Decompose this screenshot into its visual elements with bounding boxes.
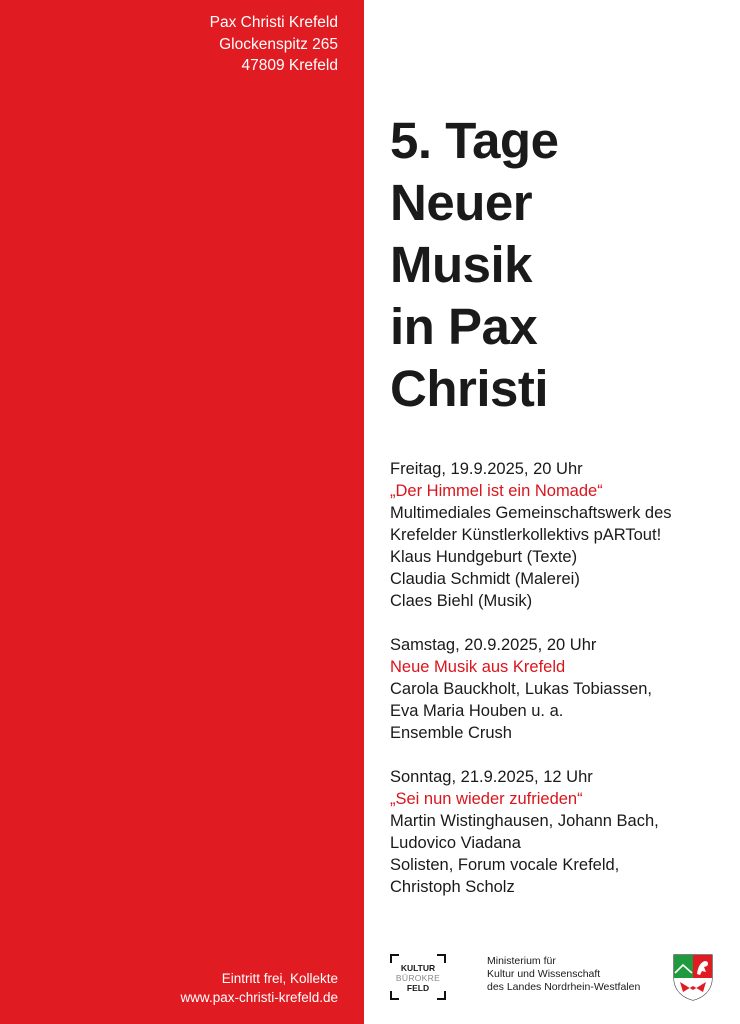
event-detail: Solisten, Forum vocale Krefeld, — [390, 856, 620, 874]
event-detail: Multimediales Gemeinschaftswerk des — [390, 504, 672, 522]
logo-corner-mark — [437, 954, 446, 963]
event-work-title: Neue Musik aus Krefeld — [390, 658, 566, 676]
event-detail: Ensemble Crush — [390, 724, 512, 742]
event-work-title: „Der Himmel ist ein Nomade“ — [390, 482, 603, 500]
event-date: Sonntag, 21.9.2025, 12 Uhr — [390, 768, 593, 786]
title-line: Musik — [390, 236, 533, 293]
title-line: 5. Tage — [390, 112, 559, 169]
kultur-logo-text — [390, 963, 446, 993]
ministry-line: Ministerium für — [487, 955, 556, 967]
address-street: Glockenspitz 265 — [219, 35, 338, 53]
event-detail: Christoph Scholz — [390, 878, 515, 896]
sender-address — [210, 12, 338, 77]
kulturbuero-krefeld-logo — [390, 954, 446, 1000]
red-side-panel — [0, 0, 364, 1024]
event-detail: Ludovico Viadana — [390, 834, 521, 852]
title-line: Neuer — [390, 174, 533, 231]
logo-corner-mark — [390, 954, 399, 963]
event-detail: Claudia Schmidt (Malerei) — [390, 570, 580, 588]
page-title — [390, 110, 558, 420]
event-saturday — [390, 634, 672, 744]
event-detail: Claes Biehl (Musik) — [390, 592, 533, 610]
ministry-line: Kultur und Wissenschaft — [487, 968, 601, 980]
event-detail: Carola Bauckholt, Lukas Tobiassen, — [390, 680, 653, 698]
event-detail: Klaus Hundgeburt (Texte) — [390, 548, 578, 566]
event-friday — [390, 458, 672, 612]
event-list — [390, 458, 672, 920]
kultur-logo-line: BÜROKRE — [395, 973, 441, 983]
address-name: Pax Christi Krefeld — [209, 14, 338, 31]
event-date: Samstag, 20.9.2025, 20 Uhr — [390, 636, 597, 654]
footer-info — [180, 969, 338, 1007]
event-detail: Krefelder Künstlerkollektivs pARTout! — [390, 526, 662, 544]
event-detail: Martin Wistinghausen, Johann Bach, — [390, 812, 659, 830]
nrw-crest-icon — [671, 952, 715, 1002]
ministry-line: des Landes Nordrhein-Westfalen — [487, 981, 641, 993]
title-line: Christi — [390, 360, 549, 417]
admission-text: Eintritt frei, Kollekte — [221, 971, 338, 986]
address-city: 47809 Krefeld — [241, 57, 338, 74]
kultur-logo-line: FELD — [406, 983, 430, 993]
website-link[interactable]: www.pax-christi-krefeld.de — [180, 990, 338, 1005]
kultur-logo-line: KULTUR — [400, 963, 436, 973]
event-detail: Eva Maria Houben u. a. — [390, 702, 564, 720]
title-line: in Pax — [390, 298, 538, 355]
event-sunday — [390, 766, 672, 898]
event-date: Freitag, 19.9.2025, 20 Uhr — [390, 460, 583, 478]
ministry-logo-text — [487, 955, 640, 994]
event-work-title: „Sei nun wieder zufrieden“ — [390, 790, 583, 808]
